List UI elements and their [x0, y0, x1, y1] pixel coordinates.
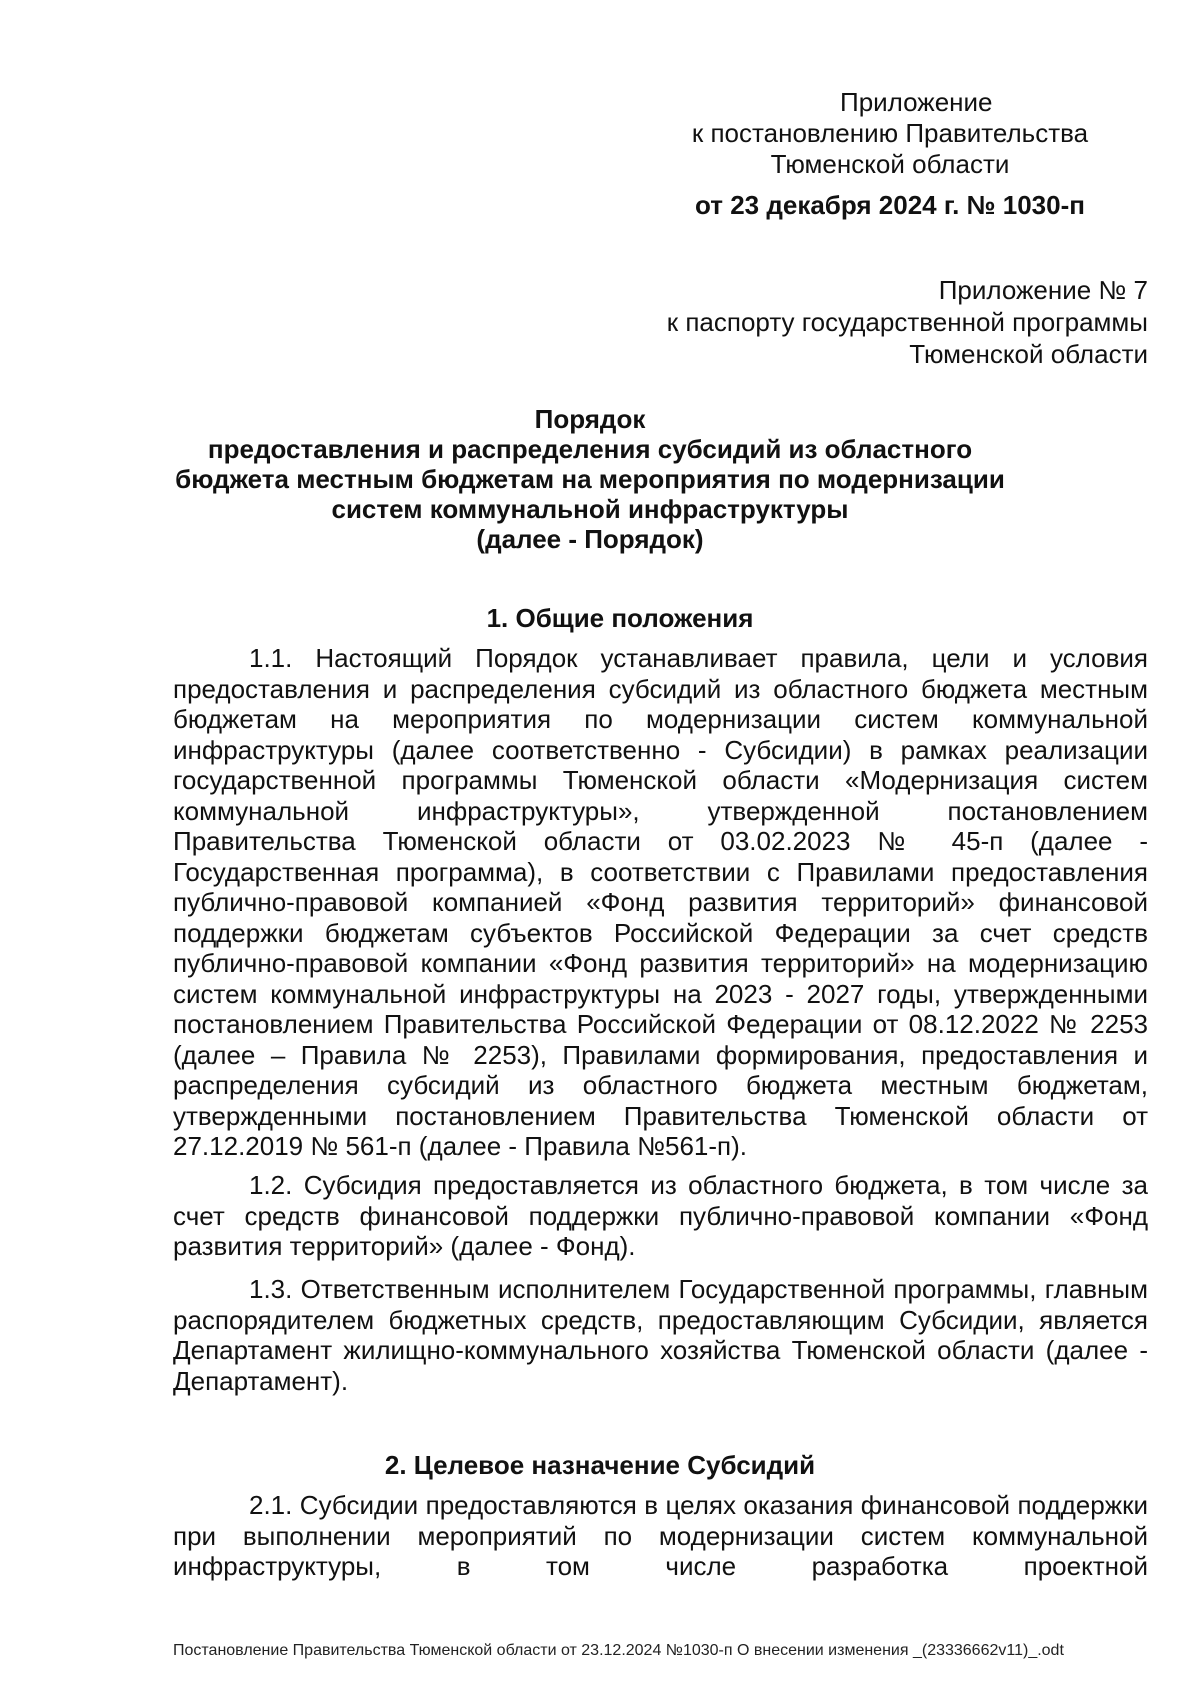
appendix-7-region: Тюменской области [909, 339, 1148, 369]
appendix-header [640, 87, 1140, 221]
appendix-7-header [600, 274, 1148, 370]
page-footer: Постановление Правительства Тюменской области от 23.12.2024 №1030-п О внесении изменения _(23336662v11)_.odt [173, 1642, 1064, 1659]
paragraph-1-3: 1.3. Ответственным исполнителем Государственной программы, главным распорядителем бюджетных средств, предоставляющим Субсидии, является Департамент жилищно-коммунального хозяйства Тюменской области (далее - Департамент). [173, 1274, 1148, 1396]
appendix-region: Тюменской области [770, 149, 1010, 179]
paragraph-1-1: 1.1. Настоящий Порядок устанавливает правила, цели и условия предоставления и распределения субсидий из областного бюджета местным бюджетам на мероприятия по модернизации систем коммунальной инфраструктуры (далее соответственно - Субсидии) в рамках реализации государственной программы Тюменской области «Модернизация систем коммунальной инфраструктуры», утвержденной постановлением Правительства Тюменской области от 03.02.2023 № 45-п (далее - Государственная программа), в соответствии с Правилами предоставления публично-правовой компанией «Фонд развития территорий» финансовой поддержки бюджетам субъектов Российской Федерации за счет средств публично-правовой компании «Фонд развития территорий» на модернизацию систем коммунальной инфраструктуры на 2023 - 2027 годы, утвержденными постановлением Правительства Российской Федерации от 08.12.2022 № 2253 (далее – Правила № 2253), Правилами формирования, предоставления и распределения субсидий из областного бюджета местным бюджетам, утвержденными постановлением Правительства Тюменской области от 27.12.2019 № 561-п (далее - Правила №561-п). [173, 643, 1148, 1161]
section-1-heading: 1. Общие положения [486, 603, 754, 633]
paragraph-2-1: 2.1. Субсидии предоставляются в целях оказания финансовой поддержки при выполнении мероприятий по модернизации систем коммунальной инфраструктуры, в том числе разработка проектной [173, 1490, 1148, 1581]
appendix-to-resolution: к постановлению Правительства [691, 118, 1089, 148]
title-line-3: бюджета местным бюджетам на мероприятия по модернизации [175, 464, 1005, 494]
paragraph-1-2: 1.2. Субсидия предоставляется из областного бюджета, в том числе за счет средств финансовой поддержки публично-правовой компании «Фонд развития территорий» (далее - Фонд). [173, 1170, 1148, 1261]
appendix-7-label: Приложение № 7 [938, 275, 1148, 305]
title-line-5: (далее - Порядок) [476, 524, 704, 554]
document-title [170, 404, 1010, 554]
appendix-label: Приложение [840, 87, 993, 117]
title-line-1: Порядок [534, 404, 646, 434]
appendix-date-number: от 23 декабря 2024 г. № 1030-п [695, 190, 1085, 220]
section-2-heading: 2. Целевое назначение Субсидий [384, 1450, 816, 1480]
appendix-7-to-passport: к паспорту государственной программы [666, 307, 1148, 337]
title-line-2: предоставления и распределения субсидий из областного [207, 434, 973, 464]
title-line-4: систем коммунальной инфраструктуры [331, 494, 849, 524]
